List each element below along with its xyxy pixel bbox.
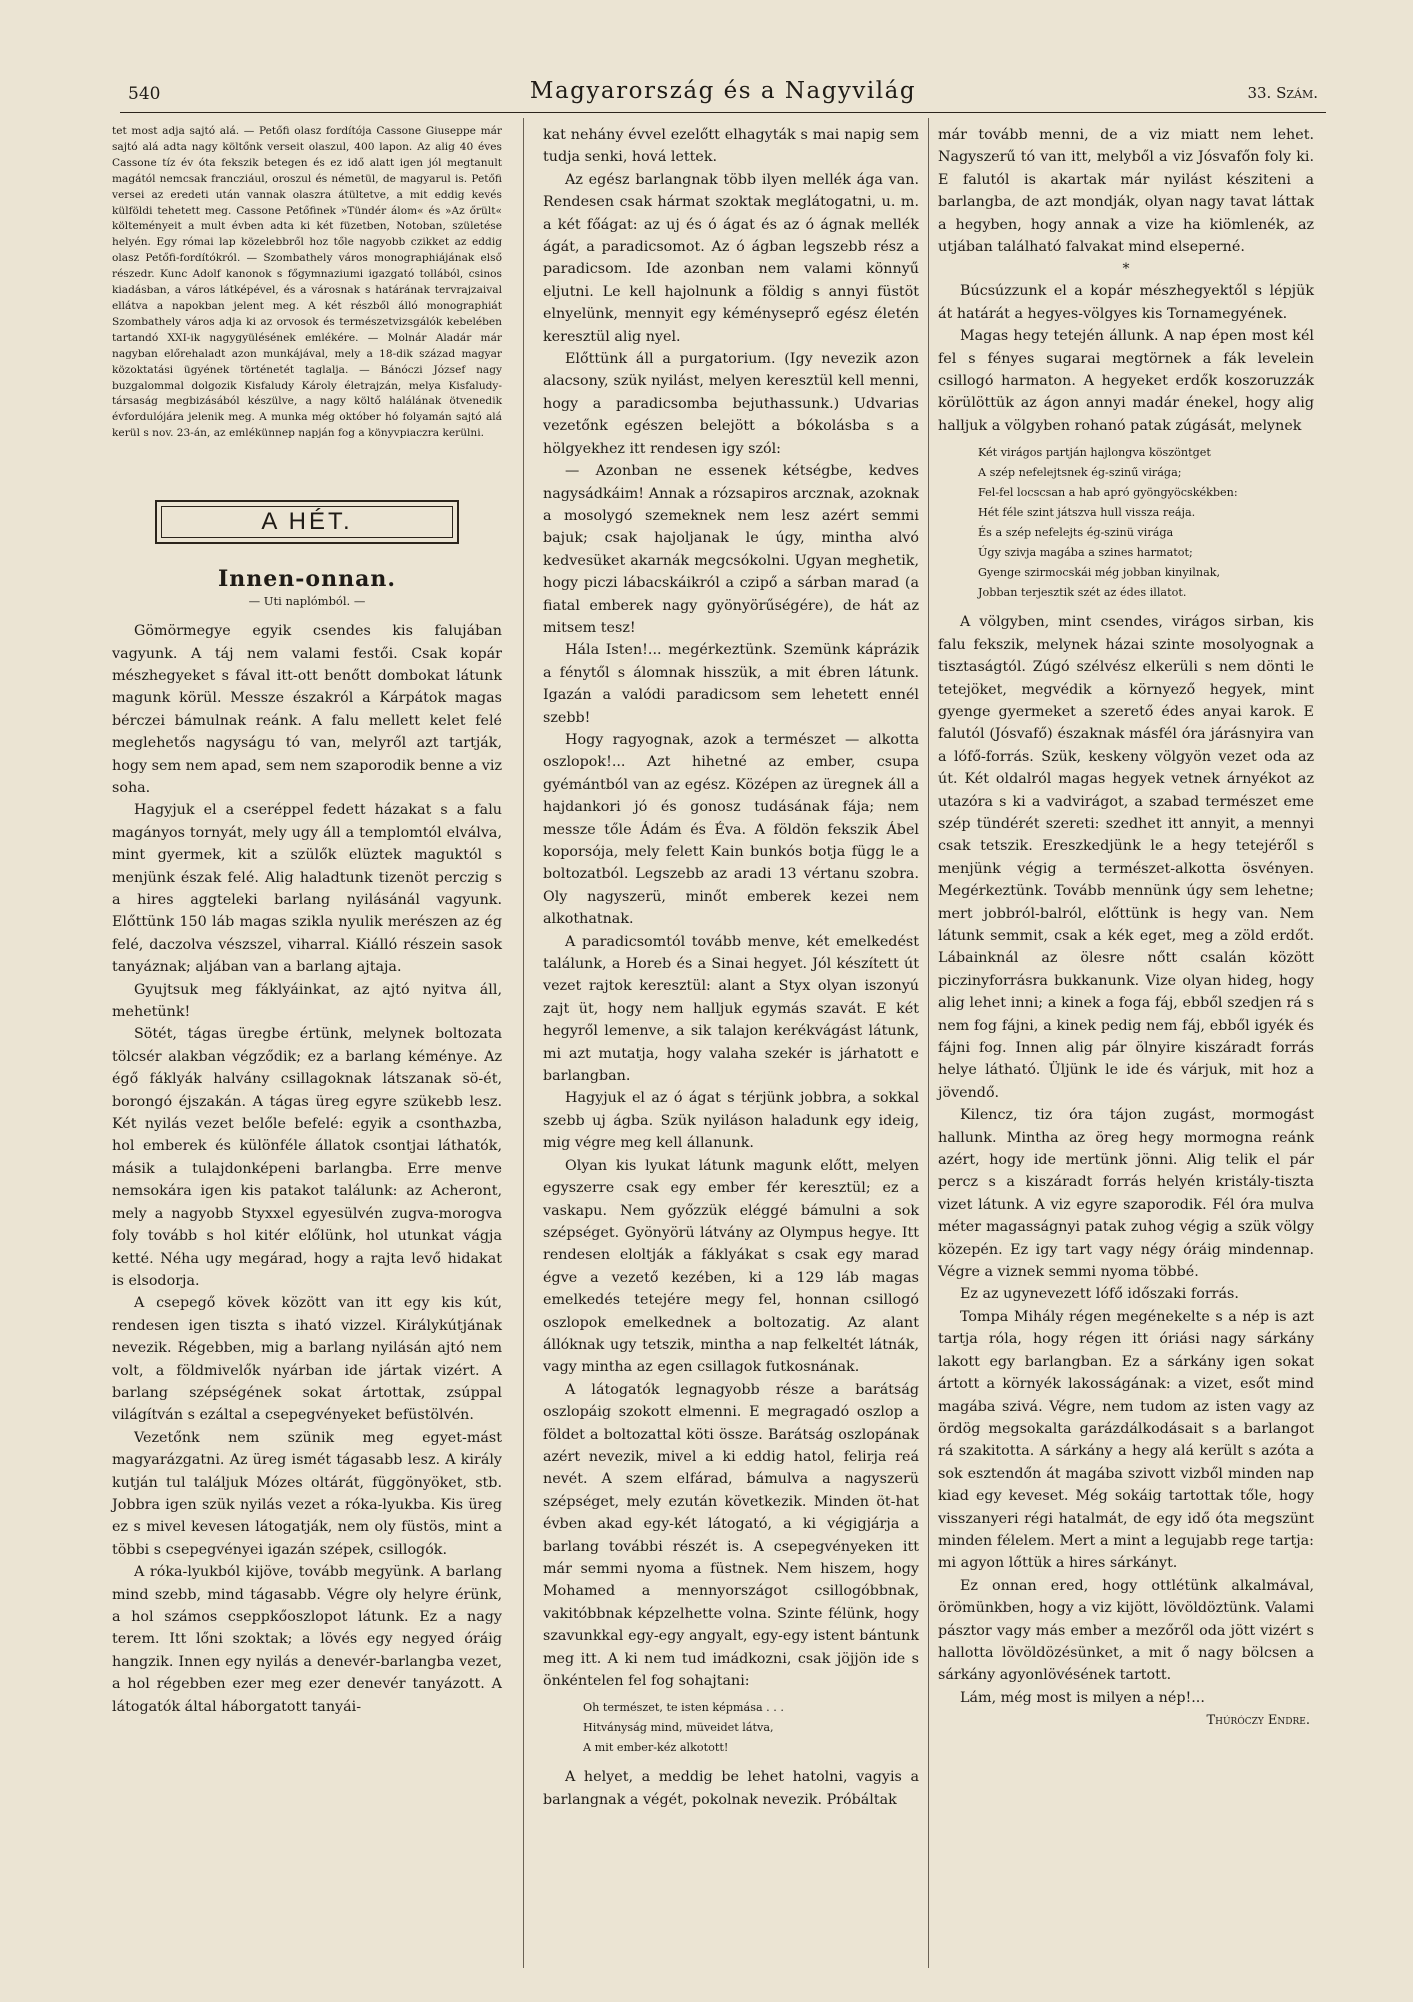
paragraph: már tovább menni, de a viz miatt nem lehet. Nagyszerű tó van itt, melyből a viz Jósvafőn foly ki. E falutól is akartak már nyilást késziteni a barlangba, de azt mondják, olyan nagy tavat láttak a hegyben, hogy annak a vize ha kiömlenék, az utjában található falvakat mind elseperné.: [938, 127, 1314, 256]
verse-line: Két virágos partján hajlongva köszöntget: [978, 446, 1211, 460]
verse-line: Gyenge szirmocskái még jobban kinyilnak,: [978, 566, 1221, 580]
paragraph: Lám, még most is milyen a nép!...: [960, 1689, 1205, 1706]
verse-line: A szép nefelejtsnek ég-szinű virága;: [978, 466, 1182, 480]
paragraph: Búcsúzzunk el a kopár mészhegyektől s lépjük át határát a hegyes-völgyes kis Tornamegyének.: [938, 283, 1314, 322]
column-divider: [523, 118, 524, 1968]
verse-line: Jobban terjesztik szét az édes illatot.: [978, 586, 1187, 600]
section-banner-label: A HÉT.: [161, 506, 453, 538]
verse: [978, 443, 1314, 603]
article-body-col1: [112, 620, 502, 1718]
verse-line: Hitványság mind, müveidet látva,: [583, 1721, 774, 1735]
paragraph: Az egész barlangnak több ilyen mellék ága van. Rendesen csak hármat szoktak meglátogatni, u. m. a két főágat: az uj és ó ágat és az ó ágnak mellék ágát, a paradicsomot. Az ó ágban legszebb rész a paradicsom. Ide azonban nem valami könnyű eljutni. Le kell hajolnunk a földig s annyi füstöt elnyelünk, mennyit egy kéményseprő egész életén keresztül alig nyel.: [543, 171, 919, 345]
page-header: [128, 76, 1318, 114]
paragraph: Hagyjuk el a cseréppel fedett házakat s a falu magányos tornyát, mely ugy áll a templomtól elválva, mint gyermek, kit a szülők elüztek maguktól s menjünk észak felé. Alig haladtunk tizenöt perczig s a hires aggteleki barlang nyilásánál vagyunk. Előttünk 150 láb magas szikla nyulik merészen az ég felé, daczolva vészszel, viharral. Kiálló részein sasok tanyáznak; aljában van a barlang ajtaja.: [112, 802, 502, 976]
verse-line: A mit ember-kéz alkotott!: [583, 1741, 729, 1755]
paragraph: kat nehány évvel ezelőtt elhagyták s mai napig sem tudja senki, hová lettek.: [543, 127, 919, 166]
issue-number: 33. Szám.: [1247, 84, 1318, 102]
page-number: 540: [128, 84, 161, 104]
verse-line: Oh természet, te isten képmása . . .: [583, 1701, 784, 1715]
paragraph: Tompa Mihály régen megénekelte s a nép is azt tartja róla, hogy régen itt óriási nagy sárkány lakott egy barlangban. Ez a sárkány igen sokat ártott a környék lakosságának: a vizet, esőt mind magába szivá. Végre, nem tudom az isten vagy az ördög megsokalta garázdálkodásait s a barlangot rá szakitotta. A sárkány a hegy alá került s azóta a sok esztendőn át magába szivott vizből minden nap kiad egy keveset. Még sokáig tartottak tőle, hogy visszanyeri régi hatalmát, de egy idő óta megszünt minden félelem. Mert a mint a legujabb rege tartja: mi agyon lőttük a hires sárkányt.: [938, 1308, 1314, 1572]
verse-line: Úgy szivja magába a szines harmatot;: [978, 546, 1193, 560]
news-block: tet most adja sajtó alá. — Petőfi olasz fordítója Cassone Giuseppe már sajtó alá adta nagy költőnk verseit olaszul, 400 lapon. Az alig 40 éves Cassone tíz év óta fekszik betegen és ez idő alatt igen jól megtanult magától nemcsak francziául, oroszul és németül, de magyarul is. Petőfi versei az eredeti után vannak olaszra átültetve, a mit eddig kevés külföldi tehetett meg. Cassone Petőfinek »Tündér álom« és »Az őrült« költeményeit a mult évben adta ki két füzetben, Notoban, születése helyén. Egy római lap közelebbről hoz tőle nagyobb czikket az eddig olasz Petőfi-fordítókról. — Szombathely város monographiájának első részedr. Kunc Adolf kanonok s főgymnaziumi igazgató tollából, csinos kiadásban, a város látképével, és a városnak s határának tervrajzaival ellátva a napokban jelent meg. A két részből álló monographiát Szombathely város adja ki az orvosok és természetvizsgálók kebelében tartandó XXI-ik nagygyülésének emlékére. — Molnár Aladár már nagyban előrehaladt azon munkájával, mely a 18-dik század magyar közoktatási ügyének történetét taglalja. — Bánóczi József nagy buzgalommal dolgozik Kisfaludy Károly életrajzán, melya Kisfaludy-társaság megbizásából készülve, a nagy költő halálának ötvenedik évfordulójára jelenik meg. A munka még október hó folyamán sajtó alá kerül s nov. 23-án, az emlékünnep napján fog a könyvpiaczra kerülni.: [112, 125, 502, 440]
journal-title: Magyarország és a Nagyvilág: [529, 78, 917, 104]
paragraph: A helyet, a meddig be lehet hatolni, vagyis a barlangnak a végét, pokolnak nevezik. Próbáltak: [543, 1769, 919, 1808]
paragraph: A csepegő kövek között van itt egy kis kút, rendesen igen tiszta s iható vizzel. Királykútjának nevezik. Régebben, mig a barlang nyilásán ajtó nem volt, a földmivelők nyárban ide jártak vizért. A barlang szépségének sokat ártottak, zsúppal világítván s ezáltal a csepegvényeket befüstölvén.: [112, 1295, 502, 1424]
paragraph: Gyujtsuk meg fáklyáinkat, az ajtó nyitva áll, mehetünk!: [112, 981, 502, 1021]
paragraph: Ez az ugynevezett lófő időszaki forrás.: [960, 1286, 1239, 1303]
article-subtitle: — Uti naplómból. —: [248, 594, 366, 609]
paragraph: Kilencz, tiz óra tájon zugást, mormogást hallunk. Mintha az öreg hegy mormogna reánk azért, hogy ide mertünk jönni. Alig telik el pár percz s a kiszáradt forrás helyén kristály-tiszta vizet látunk. A viz egyre szaporodik. Fél óra mulva méter magasságnyi patak zuhog végig a szük völgy közepén. Ez igy tart vagy négy óráig mindennap. Végre a viznek semmi nyoma többé.: [938, 1107, 1314, 1281]
header-rule: [120, 112, 1326, 113]
author-signature: Thúróczy Endre.: [1206, 1713, 1310, 1729]
verse-line: Fel-fel locscsan a hab apró gyöngyöcskékben:: [978, 486, 1238, 500]
paragraph: Hogy ragyognak, azok a természet — alkotta oszlopok!... Azt hihetné az ember, csupa gyémántból van az egész. Középen az üregnek áll a hajdankori jó és gonosz tudásának fája; nem messze tőle Ádám és Éva. A földön fekszik Ábel koporsója, mely felett Kain bunkós botja függ le a boltozatból. Legszebb az aradi 13 vértanu szobra. Oly nagyszerü, minőt emberek kezei nem alkothatnak.: [543, 731, 919, 928]
section-separator: *: [1122, 261, 1130, 278]
paragraph: A róka-lyukból kijöve, tovább megyünk. A barlang mind szebb, mind tágasabb. Végre oly helyre érünk, a hol számos cseppkőoszlopot látunk. Ez a nagy terem. Itt lőni szoktak; a lövés egy negyed óráig hangzik. Innen egy nyilás a denevér-barlangba vezet, a hol régebben ezer meg ezer denevér tanyázott. A látogatók által háborgatott tanyái-: [112, 1564, 502, 1715]
paragraph: A paradicsomtól tovább menve, két emelkedést találunk, a Horeb és a Sinai hegyet. Jól készített út vezet rajtok keresztül: alant a Styx olyan iszonyú zajt üt, hogy nem halljuk egymás szavát. E két hegyről lemenve, a sik talajon kerékvágást látunk, mi azt mutatja, hogy valaha szekér is járhatott e barlangban.: [543, 933, 919, 1085]
paragraph: A völgyben, mint csendes, virágos sirban, kis falu fekszik, melynek házai szinte mosolyognak a tisztaságtól. Zúgó szélvész elkerüli s nem dönti le tetejöket, megvédik a környező hegyek, mint gyenge gyermeket a szerető édes anyai karok. E falutól (Jósvafő) északnak másfél óra járásnyira van a lófő-forrás. Szük, keskeny völgyön vezet oda az út. Két oldalról magas hegyek vetnek árnyékot az utazóra s ki a vadvirágot, a szabad természet eme szép tündérét szereti: szedhet itt annyit, a mennyi csak tetszik. Ereszkedjünk le a hegy tetejéről s menjünk végig a természet-alkotta ösvényen. Megérkeztünk. Tovább mennünk úgy sem lehetne; mert jobbról-balról, előttünk is hegy van. Nem látunk semmit, csak a kék eget, meg a zöld erdőt. Lábainknál az ölesre nőtt csalán között piczinyforrásra bukkanunk. Vize olyan hideg, hogy alig lehet inni; a kinek a foga fáj, ebből szedjen rá s nem fog fájni, a kinek pedig nem fáj, ebből igyék és fájni fog. Innen alig pár ölnyire kiszáradt forrás helye látható. Üljünk le ide és várjuk, mit hoz a jövendő.: [938, 614, 1314, 1101]
article-title: Innen-onnan.: [218, 566, 396, 593]
paragraph: — Azonban ne essenek kétségbe, kedves nagysádkáim! Annak a rózsapiros arcznak, azoknak a mosolygó szemeknek nem lesz azért semmi bajuk; csak hajoljanak le úgy, mintha alvó kedvesüket akarnák megcsókolni. Ugyan meghetik, hogy piczi lábacskáikról a czipő a sárban marad (a fiatal emberek nagy gyönyörűségére), de hát az mitsem tesz!: [543, 463, 919, 636]
paragraph: Ez onnan ered, hogy ottlétünk alkalmával, örömünkben, hogy a viz kijött, lövöldöztünk. Valami pásztor vagy más ember a mezőről oda jött vizért s hallotta lövöldözésünket, a mit ő nagy bölcsen a sárkány agyonlövésének tartott.: [938, 1577, 1314, 1684]
paragraph: Hála Isten!... megérkeztünk. Szemünk káprázik a fénytől s álomnak hisszük, a mit ébren látunk. Igazán a valódi paradicsom sem lehetett ennél szebb!: [543, 642, 919, 726]
paragraph: Előttünk áll a purgatorium. (Igy nevezik azon alacsony, szük nyilást, melyen keresztül kell menni, hogy a paradicsomba bejuthassunk.) Udvarias vezetőnk egészen belejött a bókolásba s a hölgyekhez itt rendesen igy szól:: [543, 351, 919, 457]
paragraph: Sötét, tágas üregbe értünk, melynek boltozata tölcsér alakban végződik; ez a barlang kéménye. Az égő fáklyák halvány csillagoknak látszanak sö-ét, borongó éjszakán. A tágas üreg egyre szükebb lesz. Két nyilás vezet belőle befelé: egyik a csonthᴀzba, hol emberek és különféle állatok csontjai láthatók, másik a tulajdonképeni barlangba. Erre menve nemsokára igen kis patakot találunk: az Acheront, mely a nagyobb Styxxel egyesülvén zugva-morogva foly tovább s hol kitér előlünk, hol utunkat vágja ketté. Néha ugy megárad, hogy a rajta levő hidakat is elsodorja.: [112, 1026, 502, 1289]
paragraph: Magas hegy tetején állunk. A nap épen most kél fel s fényes sugarai megtörnek a fák levelein csillogó harmaton. A hegyeket erdők koszoruzzák körülöttük az ágon annyi madár énekel, hogy alig halljuk a völgyben rohanó patak zúgását, melynek: [938, 328, 1314, 434]
verse-line: Hét féle szint játszva hull vissza reája.: [978, 506, 1196, 520]
section-banner: [155, 500, 459, 544]
verse-line: És a szép nefelejts ég-szinü virága: [978, 526, 1174, 540]
column-divider: [928, 118, 929, 1968]
paragraph: Gömörmegye egyik csendes kis falujában vagyunk. A táj nem valami festői. Csak kopár mészhegyeket s fával itt-ott benőtt dombokat látunk magunk körül. Messze északról a Kárpátok magas bérczei bámulnak reánk. A falu mellett kelet felé meglehetős nagyságu tó van, melyről azt tartják, hogy sem nem apad, sem nem szaporodik benne a viz soha.: [112, 623, 502, 796]
verse: [583, 1698, 919, 1758]
column-1: [112, 124, 502, 1718]
column-2: [543, 124, 919, 1811]
column-3: [938, 124, 1314, 1728]
paragraph: Hagyjuk el az ó ágat s térjünk jobbra, a sokkal szebb uj ágba. Szük nyiláson haladunk egy ideig, mig végre meg kell állanunk.: [543, 1090, 919, 1152]
paragraph: Olyan kis lyukat látunk magunk előtt, melyen egyszerre csak egy ember fér keresztül; ez a vaskapu. Nem győzzük eléggé bámulni a sok szépséget. Gyönyörü látvány az Olympus hegye. Itt rendesen eloltják a fáklyákat s csak egy marad égve a vezető kezében, ki a 129 láb magas emelkedés tetejére megy fel, honnan csillogó oszlopok emelkednek a boltozatig. Az alant állóknak ugy tetszik, mintha a nap felkeltét látnák, vagy mintha az egen csillagok futkosnának.: [543, 1157, 919, 1376]
paragraph: A látogatók legnagyobb része a barátság oszlopáig szokott elmenni. E megragadó oszlop a földet a boltozattal köti össze. Barátság oszlopának azért nevezik, mivel a ki eddig hatol, felirja reá nevét. A szem elfárad, bámulva a nagyszerü szépséget, mely ezután következik. Minden öt-hat évben akad egy-két látogató, a ki végigjárja a barlang további részét is. A csepegvényeken itt már semmi nyoma a füstnek. Nem hiszem, hogy Mohamed a mennyországot csillogóbbnak, vakitóbbnak képzelhette volna. Szinte félünk, hogy szavunkkal egy-egy angyalt, egy-egy istent bántunk meg itt. A ki nem tud imádkozni, csak jöjjön ide s önkéntelen fel fog sohajtani:: [543, 1381, 919, 1690]
paragraph: Vezetőnk nem szünik meg egyet-mást magyarázgatni. Az üreg ismét tágasabb lesz. A király kutján tul találjuk Mózes oltárát, függönyöket, stb. Jobbra igen szük nyilás vezet a róka-lyukba. Kis üreg ez s mivel kevesen látogatják, nem oly füstös, mint a többi s csepegvényei igazán szépek, csillogók.: [112, 1429, 502, 1558]
